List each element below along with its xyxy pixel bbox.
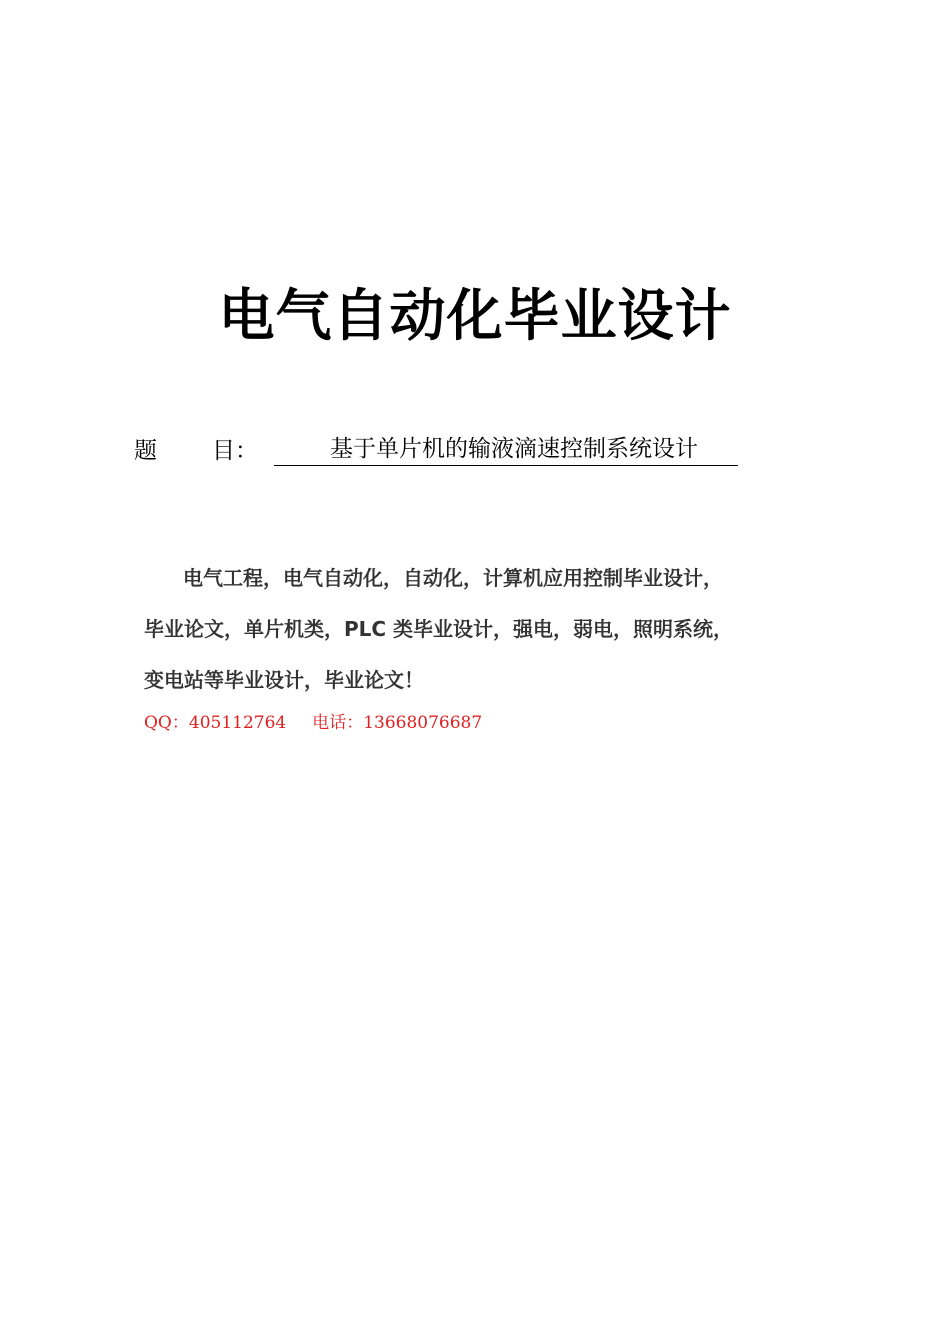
description-line-1: 电气工程，电气自动化，自动化，计算机应用控制毕业设计， [183, 566, 723, 590]
topic-label-part2: 目： [212, 438, 258, 464]
topic-row [134, 434, 754, 468]
description-line-3: 变电站等毕业设计，毕业论文！ [144, 668, 424, 692]
topic-value: 基于单片机的输液滴速控制系统设计 [274, 434, 738, 466]
description-paragraph [144, 553, 824, 706]
contact-phone: 电话：13668076687 [312, 713, 483, 733]
contact-info [144, 710, 482, 736]
topic-label-part1: 题 [134, 438, 157, 464]
document-title: 电气自动化毕业设计 [218, 284, 732, 349]
contact-qq: QQ：405112764 [144, 713, 287, 733]
description-line-2: 毕业论文，单片机类，PLC 类毕业设计，强电，弱电，照明系统， [144, 617, 734, 641]
